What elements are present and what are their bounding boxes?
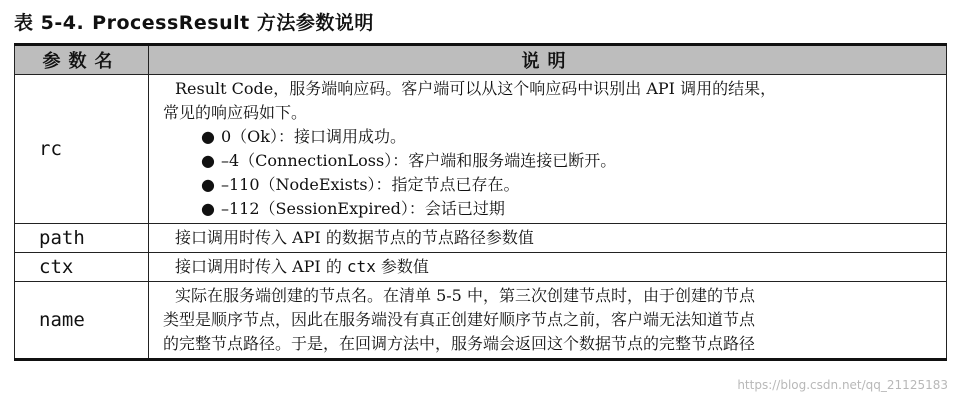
rc-bullet-item: [163, 197, 938, 221]
param-name-rc: rc: [15, 75, 149, 224]
name-desc-line-1: 实际在服务端创建的节点名。在清单 5-5 中，第三次创建节点时，由于创建的节点: [175, 286, 755, 305]
name-desc-line-3: 的完整节点路径。于是，在回调方法中，服务端会返回这个数据节点的完整节点路径: [163, 334, 756, 353]
bullet-dot-icon: ●: [201, 127, 215, 146]
table-row-ctx: [15, 253, 947, 282]
ctx-desc-post: 参数值: [380, 257, 429, 276]
param-desc-path: [149, 224, 947, 253]
caption-title: ProcessResult 方法参数说明: [92, 12, 374, 34]
header-description: 说明: [149, 45, 947, 75]
bullet-dot-icon: ●: [201, 175, 215, 194]
table-row-path: [15, 224, 947, 253]
parameter-table: [14, 43, 947, 361]
caption-label: 表 5-4.: [14, 12, 85, 34]
rc-bullet-item: [163, 149, 938, 173]
rc-bullet-text: –4（ConnectionLoss）：客户端和服务端连接已断开。: [220, 151, 617, 170]
table-header-row: [15, 45, 947, 75]
ctx-desc-pre: 接口调用时传入 API 的: [175, 257, 342, 276]
param-name-name: name: [15, 282, 149, 360]
bullet-dot-icon: ●: [201, 199, 215, 218]
table-row-rc: [15, 75, 947, 224]
bullet-dot-icon: ●: [201, 151, 215, 170]
ctx-desc-code: ctx: [346, 257, 376, 276]
rc-bullet-item: [163, 125, 938, 149]
rc-desc-line-1: Result Code，服务端响应码。客户端可以从这个响应码中识别出 API 调用的结果，: [175, 79, 777, 98]
watermark: https://blog.csdn.net/qq_21125183: [737, 378, 948, 392]
ctx-desc-text: [163, 255, 938, 279]
rc-bullet-text: 0（Ok）：接口调用成功。: [220, 127, 406, 146]
rc-bullet-text: –110（NodeExists）：指定节点已存在。: [220, 175, 520, 194]
header-param-name: 参数名: [15, 45, 149, 75]
param-desc-name: [149, 282, 947, 360]
rc-desc-line-2: 常见的响应码如下。: [163, 103, 308, 122]
name-desc-line-2: 类型是顺序节点，因此在服务端没有真正创建好顺序节点之前，客户端无法知道节点: [163, 310, 756, 329]
param-desc-rc: [149, 75, 947, 224]
param-name-ctx: ctx: [15, 253, 149, 282]
path-desc-text: 接口调用时传入 API 的数据节点的节点路径参数值: [175, 228, 534, 247]
table-caption: [14, 8, 374, 35]
rc-bullet-item: [163, 173, 938, 197]
table-row-name: [15, 282, 947, 360]
param-name-path: path: [15, 224, 149, 253]
param-desc-ctx: [149, 253, 947, 282]
rc-bullet-text: –112（SessionExpired）：会话已过期: [220, 199, 505, 218]
